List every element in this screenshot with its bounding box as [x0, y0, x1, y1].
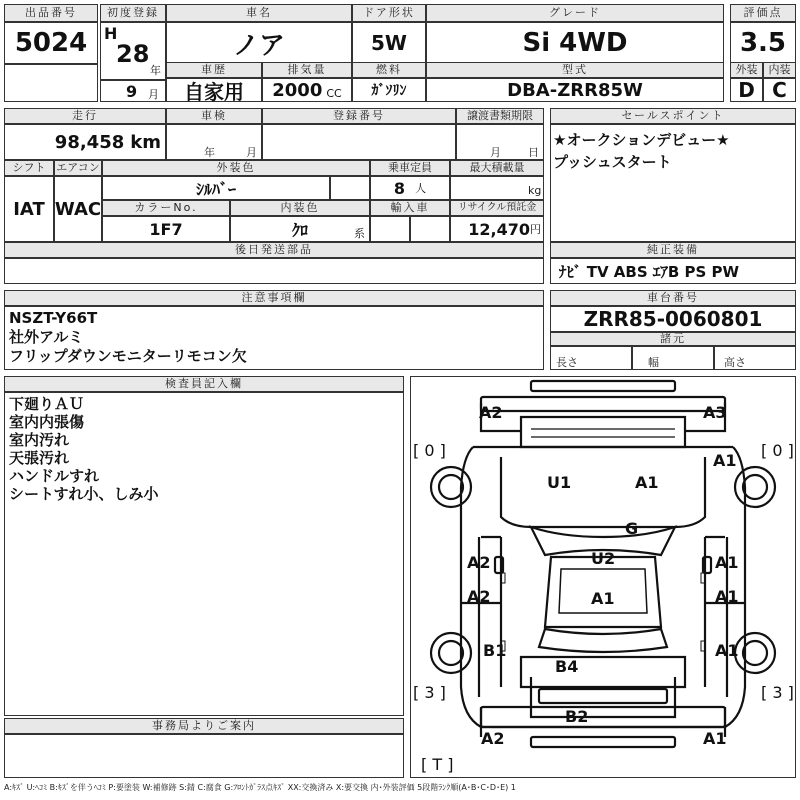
spec-width-box	[632, 346, 714, 370]
door-header: ドア形状	[352, 4, 426, 22]
color-no-value: 1F7	[102, 216, 230, 242]
tire-front-right: [ 0 ]	[761, 441, 794, 460]
inspection-header: 車検	[166, 108, 262, 124]
insp-year-unit: 年	[204, 146, 215, 159]
car-diagram	[410, 376, 796, 778]
era: H	[104, 24, 118, 43]
sales-point-header: セールスポイント	[550, 108, 796, 124]
chassis-no-value: ZRR85-0060801	[550, 306, 796, 332]
spec-width-label: 幅	[648, 356, 659, 369]
damage-rear-left: A2	[481, 729, 505, 748]
km-unit: km	[130, 131, 161, 153]
damage-rear-panel: B4	[555, 657, 579, 676]
reg-month: 9	[126, 82, 138, 101]
sales-point-2: プッシュスタート	[553, 153, 672, 171]
damage-quarter-right: A1	[715, 641, 739, 660]
history-header: 車歴	[166, 62, 262, 78]
sales-points	[550, 124, 796, 242]
int-color-value: ｸﾛ	[291, 220, 308, 240]
damage-roof: U2	[591, 549, 616, 568]
exterior-grade: D	[730, 78, 763, 102]
mileage-box	[4, 124, 166, 160]
tire-rear-left: [ 3 ]	[413, 683, 446, 702]
legend-text: A:ｷｽﾞ U:ﾍｺﾐ B:ｷｽﾞを伴うﾍｺﾐ P:要塗装 W:補修跡 S:錆 C:腐食 G:ﾌﾛﾝﾄｶﾞﾗｽ点ｷｽﾞ XX:交換済み X:要交換 内･外装評価 5段階ﾗﾝｸ順(A･B･C･D･E) 1	[4, 783, 516, 792]
capacity-header: 乗車定員	[370, 160, 450, 176]
tire-front-left: [ 0 ]	[413, 441, 446, 460]
damage-door-rear-right: A1	[715, 587, 739, 606]
inspector-note-5: ハンドルすれ	[9, 467, 100, 485]
inspector-header: 検査員記入欄	[4, 376, 404, 392]
inspector-note-3: 室内汚れ	[9, 431, 70, 449]
recycle-box	[450, 216, 544, 242]
lot-blank	[4, 64, 98, 102]
transfer-day-unit: 日	[528, 146, 539, 159]
person-unit: 人	[415, 182, 427, 195]
fuel-header: 燃料	[352, 62, 426, 78]
fuel-value: ｶﾞｿﾘﾝ	[352, 78, 426, 102]
year-unit: 年	[150, 64, 161, 77]
spare-tire: [ T ]	[421, 755, 454, 774]
damage-roof-2: A1	[591, 589, 615, 608]
notes-box	[4, 306, 544, 370]
spec-length-label: 長さ	[556, 356, 578, 369]
car-name-header: 車名	[166, 4, 352, 22]
inspector-note-6: シートすれ小、しみ小	[9, 485, 159, 503]
int-color-header: 内装色	[230, 200, 370, 216]
displacement-box	[262, 78, 352, 102]
interior-grade: C	[763, 78, 796, 102]
sales-point-1: ★オークションデビュー★	[553, 131, 730, 149]
standard-equip-header: 純正装備	[550, 242, 796, 258]
ac-header: エアコン	[54, 160, 102, 176]
later-parts-header: 後日発送部品	[4, 242, 544, 258]
notes-header: 注意事項欄	[4, 290, 544, 306]
interior-header: 内装	[763, 62, 796, 78]
recycle-header: リサイクル預託金	[450, 200, 544, 216]
damage-hood-left: U1	[547, 473, 572, 492]
damage-fender-right: A1	[713, 451, 737, 470]
insp-month-unit: 月	[246, 146, 257, 159]
inspector-note-4: 天張汚れ	[9, 449, 70, 467]
damage-front-left: A2	[479, 403, 503, 422]
max-load-header: 最大積載量	[450, 160, 544, 176]
note-2: 社外アルミ	[9, 328, 84, 346]
car-outline-drawing	[411, 377, 795, 777]
ext-color-blank	[330, 176, 370, 200]
damage-quarter-left: B1	[483, 641, 507, 660]
transfer-month-unit: 月	[490, 146, 501, 159]
cc-unit: CC	[326, 86, 342, 100]
score-value: 3.5	[730, 22, 796, 64]
transfer-header: 譲渡書類期限	[456, 108, 544, 124]
damage-rear-right: A1	[703, 729, 727, 748]
ext-color-value: ｼﾙﾊﾞｰ	[102, 176, 330, 200]
inspector-box	[4, 392, 404, 716]
import-box-b	[410, 216, 450, 242]
ac-value: WAC	[54, 176, 102, 242]
import-header: 輸入車	[370, 200, 450, 216]
damage-front-right: A3	[703, 403, 727, 422]
int-color-box	[230, 216, 370, 242]
tire-rear-right: [ 3 ]	[761, 683, 794, 702]
damage-bumper: B2	[565, 707, 589, 726]
mileage-header: 走行	[4, 108, 166, 124]
model-code-value: DBA-ZRR85W	[426, 78, 724, 102]
reg-no-header: 登録番号	[262, 108, 456, 124]
color-no-header: カラーNo.	[102, 200, 230, 216]
yen-unit: 円	[530, 223, 541, 236]
mileage-value: 98,458	[54, 131, 125, 153]
damage-hood-right: A1	[635, 473, 659, 492]
door-type: 5W	[352, 22, 426, 64]
damage-door-rear-left: A2	[467, 587, 491, 606]
grade-value: Si 4WD	[426, 22, 724, 64]
score-header: 評価点	[730, 4, 796, 22]
first-reg-header: 初度登録	[100, 4, 166, 22]
history-value: 自家用	[166, 78, 262, 102]
damage-glass: G	[625, 519, 639, 538]
capacity-box	[370, 176, 450, 200]
displacement-header: 排気量	[262, 62, 352, 78]
inspector-note-1: 下廻りＡＵ	[9, 395, 85, 413]
import-box-a	[370, 216, 410, 242]
chassis-no-header: 車台番号	[550, 290, 796, 306]
damage-door-front-left: A2	[467, 553, 491, 572]
note-1: NSZT-Y66T	[9, 309, 98, 327]
model-code-header: 型式	[426, 62, 724, 78]
month-unit: 月	[148, 88, 159, 101]
car-name: ノア	[166, 22, 352, 64]
standard-equip-value: ﾅﾋﾞ TV ABS ｴｱB PS PW	[550, 258, 796, 284]
reg-no-box	[262, 124, 456, 160]
note-3: フリップダウンモニターリモコン欠	[9, 347, 247, 365]
recycle-value: 12,470	[468, 219, 530, 239]
displacement-value: 2000	[272, 79, 323, 101]
later-parts-box	[4, 258, 544, 284]
capacity-value: 8	[393, 178, 406, 198]
office-header: 事務局よりご案内	[4, 718, 404, 734]
kei-unit: 系	[354, 227, 365, 240]
shift-value: IAT	[4, 176, 54, 242]
damage-door-front-right: A1	[715, 553, 739, 572]
specs-header: 諸元	[550, 332, 796, 346]
kg-unit: kg	[528, 184, 542, 197]
ext-color-header: 外装色	[102, 160, 370, 176]
reg-year: 28	[116, 40, 150, 68]
exterior-header: 外装	[730, 62, 763, 78]
shift-header: シフト	[4, 160, 54, 176]
spec-height-label: 高さ	[724, 356, 746, 369]
lot-number: 5024	[4, 22, 98, 64]
lot-no-header: 出品番号	[4, 4, 98, 22]
inspector-note-2: 室内内張傷	[9, 413, 85, 431]
office-box	[4, 734, 404, 778]
grade-header: グレード	[426, 4, 724, 22]
